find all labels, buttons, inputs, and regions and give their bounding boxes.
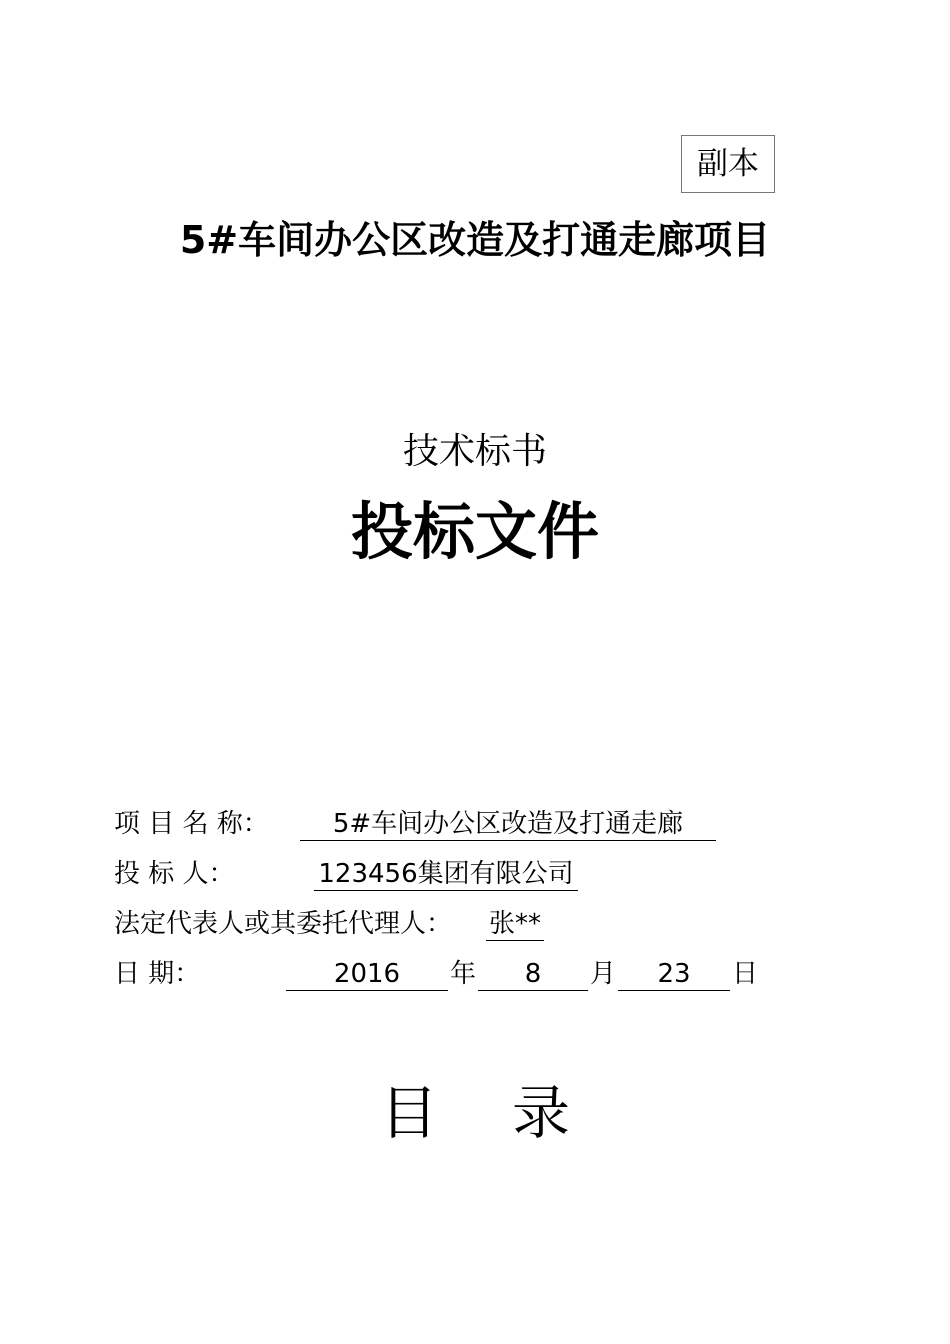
representative-label: 法定代表人或其委托代理人： bbox=[114, 909, 453, 939]
project-name-value bbox=[300, 804, 716, 841]
date-day-text: 23 bbox=[657, 959, 691, 989]
project-name-label: 项 目 名 称： bbox=[114, 809, 269, 839]
date-month-unit: 月 bbox=[590, 959, 617, 989]
bidder-label: 投 标 人： bbox=[114, 859, 235, 889]
copy-stamp-box: 副本 bbox=[681, 135, 775, 193]
representative-text: 张** bbox=[488, 909, 541, 939]
toc-heading-char-1: 目 bbox=[379, 1079, 438, 1147]
project-name-row bbox=[114, 804, 734, 844]
bidder-text: 123456集团有限公司 bbox=[318, 859, 574, 889]
document-main-title: 投标文件 bbox=[350, 495, 599, 568]
document-subtitle: 技术标书 bbox=[402, 431, 547, 472]
date-day-unit: 日 bbox=[732, 959, 759, 989]
representative-value bbox=[486, 904, 544, 941]
bidder-row bbox=[114, 854, 614, 894]
project-name-text: 5#车间办公区改造及打通走廊 bbox=[332, 809, 684, 839]
representative-row bbox=[114, 904, 614, 944]
bidder-value bbox=[314, 854, 578, 891]
date-row bbox=[114, 954, 794, 994]
date-year-value bbox=[286, 954, 448, 991]
date-day-value bbox=[618, 954, 730, 991]
date-label: 日 期： bbox=[114, 959, 201, 989]
toc-heading-char-2: 录 bbox=[512, 1079, 571, 1147]
table-of-contents-heading bbox=[0, 1075, 950, 1151]
date-month-text: 8 bbox=[524, 959, 542, 989]
date-month-value bbox=[478, 954, 588, 991]
date-year-unit: 年 bbox=[450, 959, 477, 989]
date-year-text: 2016 bbox=[333, 959, 401, 989]
project-title: 5#车间办公区改造及打通走廊项目 bbox=[179, 218, 771, 262]
